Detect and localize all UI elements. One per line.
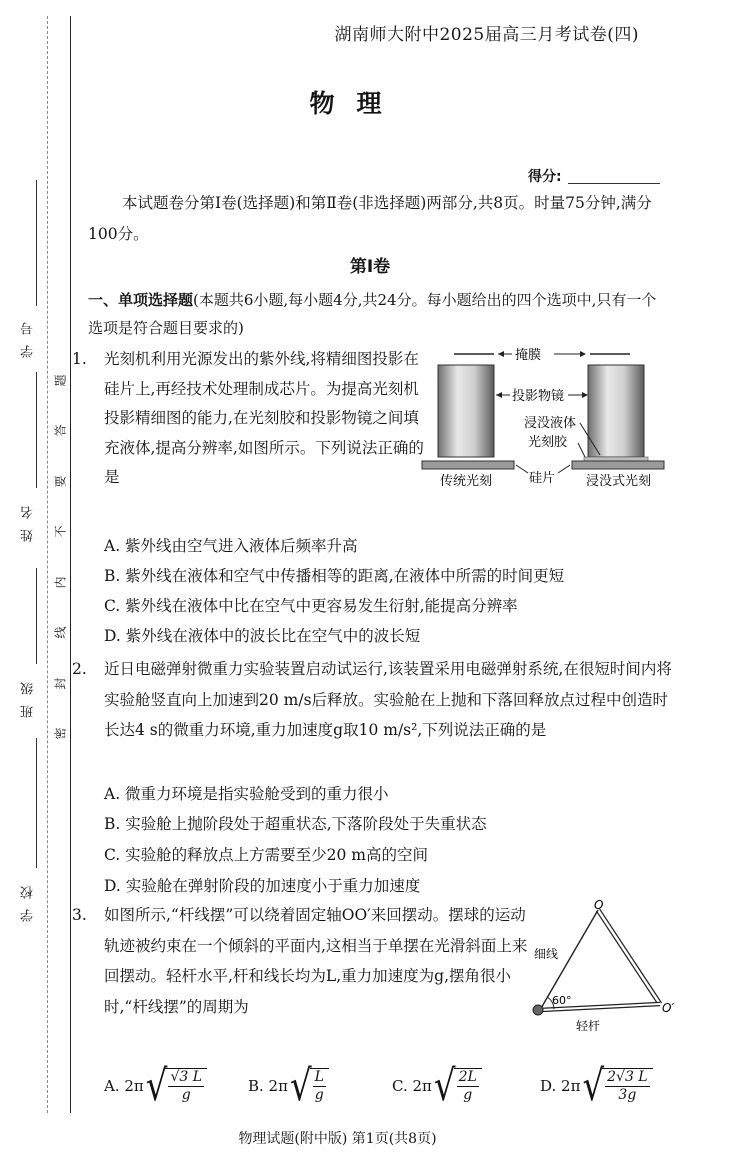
fraction-denominator: g [181, 1087, 191, 1103]
student-id-line [36, 180, 37, 306]
question-number: 1. [72, 350, 87, 368]
class-label: 班级 [21, 672, 36, 718]
label-liquid: 浸没液体 [524, 416, 577, 431]
question-text: 光刻机利用光源发出的紫外线,将精细图投影在硅片上,再经技术处理制成芯片。为提高光刻机投影精细图的能力,在光刻胶和投影物镜之间填充液体,提高分辨率,如图所示。下列说法正确的是 [104, 350, 424, 486]
label-string: 细线 [534, 947, 559, 961]
q3-option-d[interactable] [540, 1061, 653, 1111]
question-text: 近日电磁弹射微重力实验装置启动试运行,该装置采用电磁弹射系统,在很短时间内将实验舱竖直向上加速到20 m/s后释放。实验舱在上抛和下落回释放点过程中创造时长达4 s的微重力环境,重力加速度g取10 m/s²,下列说法正确的是 [104, 660, 672, 739]
section-title: 一、单项选择题 [88, 291, 194, 309]
q1-option-a[interactable]: A. 紫外线由空气进入液体后频率升高 [104, 537, 358, 555]
page-footer: 物理试题(附中版) 第1页(共8页) [238, 1131, 437, 1147]
q1-option-b[interactable]: B. 紫外线在液体和空气中传播相等的距离,在液体中所需的时间更短 [104, 567, 565, 585]
seal-char: 题 [53, 374, 68, 387]
margin-border [70, 16, 71, 1113]
binding-margin [0, 0, 80, 1162]
q2-option-b[interactable]: B. 实验舱上抛阶段处于超重状态,下落阶段处于失重状态 [104, 815, 487, 833]
fraction-numerator: L [314, 1069, 324, 1085]
radical: √ $\frac{2√3 L}{3g}$ [582, 1068, 652, 1104]
question-text: 如图所示,“杆线摆”可以绕着固定轴OO′来回摆动。摆球的运动轨迹被约束在一个倾斜的平面内,这相当于单摆在光滑斜面上来回摆动。轻杆水平,杆和线长均为L,重力加速度为g,摆角很小时,“杆线摆”的周期为 [104, 906, 528, 1016]
fraction-numerator: √3 L [170, 1069, 203, 1085]
fraction-denominator: g [314, 1087, 324, 1103]
score-blank[interactable] [568, 183, 660, 184]
subject-title: 物理 [309, 89, 404, 118]
label-mask: 掩膜 [515, 348, 542, 363]
question-3-stem [72, 900, 534, 1022]
label-resist: 光刻胶 [528, 435, 568, 450]
section-heading [88, 286, 663, 342]
student-id-label: 学号 [21, 312, 36, 358]
exam-title: 湖南师大附中2025届高三月考试卷(四) [334, 25, 639, 45]
option-label: C. 2π [392, 1077, 432, 1095]
question-number: 2. [72, 660, 87, 678]
seal-char: 要 [53, 475, 68, 488]
seal-char: 内 [53, 576, 68, 589]
caption-traditional: 传统光刻 [440, 474, 493, 489]
section-desc: (本题共6小题,每小题4分,共24分。每小题给出的四个选项中,只有一个选项是符合题目要求的) [88, 291, 657, 337]
option-label: D. 2π [540, 1077, 581, 1095]
cut-line [47, 16, 48, 1113]
label-lens: 投影物镜 [512, 389, 565, 404]
class-line [36, 568, 37, 664]
fraction-denominator: 3g [618, 1087, 637, 1103]
rod-string-pendulum-figure [522, 898, 675, 1035]
option-label: B. 2π [248, 1077, 288, 1095]
q1-option-c[interactable]: C. 紫外线在液体中比在空气中更容易发生衍射,能提高分辨率 [104, 597, 518, 615]
seal-char: 线 [53, 626, 68, 639]
seal-char: 封 [53, 677, 68, 690]
q3-option-b[interactable] [248, 1061, 329, 1111]
q3-option-c[interactable] [392, 1061, 482, 1111]
fraction-denominator: g [463, 1087, 473, 1103]
school-line [36, 738, 37, 868]
radical: √ $\frac{√3 L}{g}$ [146, 1068, 207, 1104]
radical: √ $\frac{2L}{g}$ [434, 1068, 482, 1104]
q2-option-d[interactable]: D. 实验舱在弹射阶段的加速度小于重力加速度 [104, 877, 421, 895]
question-1-stem [72, 345, 429, 493]
option-label: A. 2π [104, 1077, 144, 1095]
intro-text: 本试题卷分第Ⅰ卷(选择题)和第Ⅱ卷(非选择题)两部分,共8页。时量75分钟,满分100分。 [88, 194, 652, 243]
caption-immersion: 浸没式光刻 [586, 474, 652, 489]
question-2-stem [72, 654, 679, 746]
name-label: 姓名 [21, 496, 36, 542]
score-label: 得分: [528, 169, 562, 185]
lithography-figure [416, 345, 666, 495]
label-rod: 轻杆 [576, 1019, 601, 1033]
part-title: 第Ⅰ卷 [349, 257, 391, 277]
name-line [36, 372, 37, 488]
q2-option-a[interactable]: A. 微重力环境是指实验舱受到的重力很小 [104, 785, 389, 803]
label-angle: 60° [552, 994, 572, 1007]
seal-line-notice [52, 372, 68, 742]
q3-option-a[interactable] [104, 1061, 207, 1111]
q2-option-c[interactable]: C. 实验舱的释放点上方需要至少20 m高的空间 [104, 846, 429, 864]
radical: √ $\frac{L}{g}$ [290, 1068, 329, 1104]
q1-option-d[interactable]: D. 紫外线在液体中的波长比在空气中的波长短 [104, 627, 421, 645]
seal-char: 不 [53, 525, 68, 538]
label-axis-top: O [594, 898, 604, 912]
seal-char: 密 [53, 727, 68, 740]
fraction-numerator: 2√3 L [607, 1069, 648, 1085]
question-number: 3. [72, 906, 87, 924]
label-wafer: 硅片 [529, 471, 556, 486]
fraction-numerator: 2L [458, 1069, 477, 1085]
seal-char: 答 [53, 424, 68, 437]
school-label: 学校 [21, 876, 36, 922]
label-axis-bottom: O′ [662, 1001, 675, 1015]
